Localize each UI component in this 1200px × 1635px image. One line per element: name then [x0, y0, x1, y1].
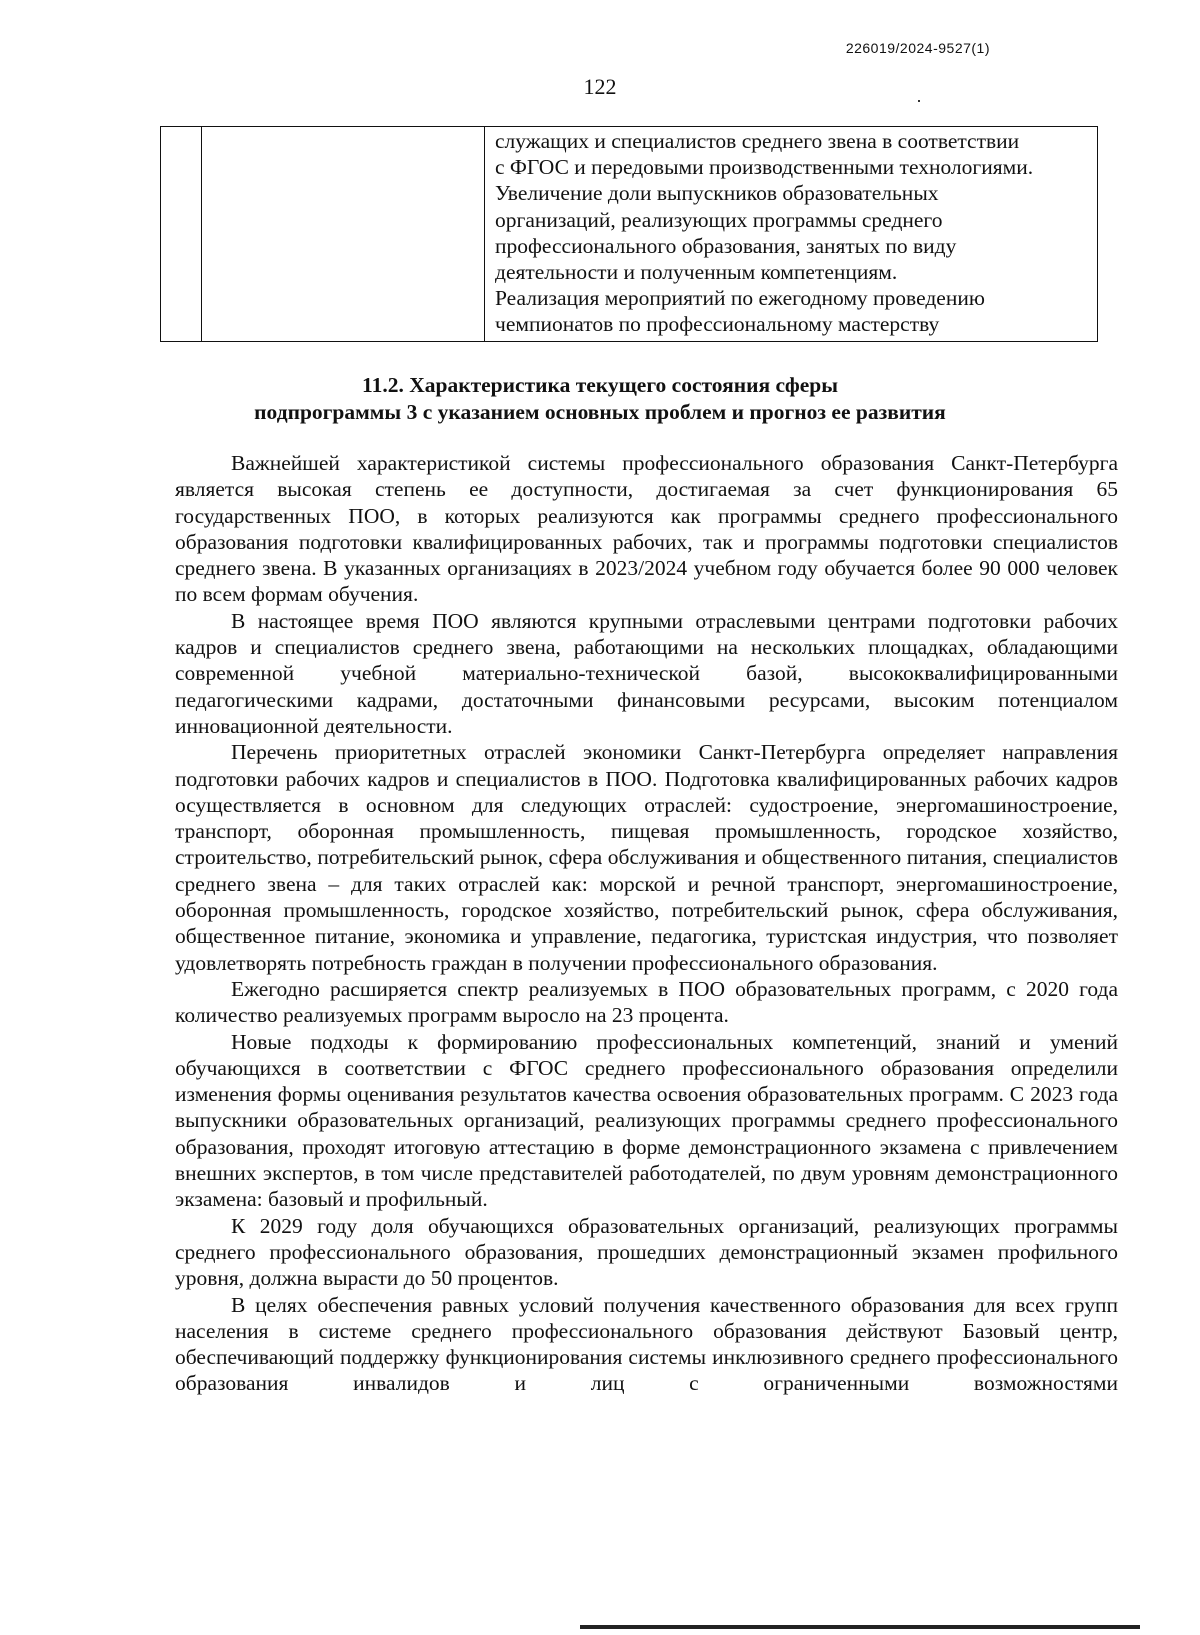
- scan-speck: [918, 100, 920, 102]
- table-line: с ФГОС и передовыми производственными технологиями.: [495, 155, 1034, 180]
- table-line: служащих и специалистов среднего звена в соответствии: [495, 129, 1020, 153]
- paragraph: К 2029 году доля обучающихся образовательных организаций, реализующих программы среднего профессионального образования, прошедших демонстрационный экзамен профильного уровня, должна вырасти до 50 процентов.: [175, 1213, 1118, 1291]
- paragraph: Перечень приоритетных отраслей экономики Санкт-Петербурга определяет направления подготовки рабочих кадров и специалистов в ПОО. Подготовка квалифицированных рабочих кадров осуществляется в основном для следующих отраслей: судостроение, энергомашиностроение, транспорт, оборонная промышленность, пищевая промышленность, городское хозяйство, строительство, потребительский рынок, сфера обслуживания и общественного питания, специалистов среднего звена – для таких отраслей как: морской и речной транспорт, энергомашиностроение, оборонная промышленность, городское хозяйство, потребительский рынок, сфера обслуживания, общественное питание, экономика и управление, педагогика, туристская индустрия, что позволяет удовлетворять потребность граждан в получении профессионального образования.: [175, 740, 1118, 975]
- table-line: профессионального образования, занятых по виду: [495, 233, 957, 258]
- page-number: 122: [583, 74, 617, 99]
- document-number: 226019/2024-9527(1): [845, 40, 990, 56]
- section-title-line: 11.2. Характеристика текущего состояния сферы: [362, 373, 838, 397]
- paragraph: В целях обеспечения равных условий получения качественного образования для всех групп населения в системе среднего профессионального образования действуют Базовый центр, обеспечивающий поддержку функционирования системы инклюзивного среднего профессионального образования инвалидов и лиц с ограниченными возможностями: [175, 1292, 1118, 1396]
- table-line: чемпионатов по профессиональному мастерству: [495, 312, 940, 337]
- section-heading: [0, 372, 1200, 426]
- scan-edge-line: [580, 1625, 1140, 1629]
- body-text: [175, 450, 1118, 1397]
- paragraph: Ежегодно расширяется спектр реализуемых в ПОО образовательных программ, с 2020 года количество реализуемых программ выросло на 23 процента.: [175, 976, 1118, 1028]
- table-line: Увеличение доли выпускников образовательных: [495, 181, 939, 206]
- table-row: [161, 127, 1098, 342]
- table-cell-content: [485, 127, 1098, 342]
- table-line: организаций, реализующих программы среднего: [495, 207, 943, 232]
- paragraph: В настоящее время ПОО являются крупными отраслевыми центрами подготовки рабочих кадров и специалистов среднего звена, работающими на нескольких площадках, обладающими современной учебной материально-технической базой, высококвалифицированными педагогическими кадрами, достаточными финансовыми ресурсами, высоким потенциалом инновационной деятельности.: [175, 608, 1118, 738]
- section-title-line: подпрограммы 3 с указанием основных проблем и прогноз ее развития: [254, 400, 946, 424]
- table-line: Реализация мероприятий по ежегодному проведению: [495, 286, 985, 311]
- table-cell-number: [161, 127, 202, 342]
- paragraph: Новые подходы к формированию профессиональных компетенций, знаний и умений обучающихся в соответствии с ФГОС среднего профессионального образования определили изменения формы оценивания результатов качества освоения образовательных программ. С 2023 года выпускники образовательных организаций, реализующих программы среднего профессионального образования, проходят итоговую аттестацию в форме демонстрационного экзамена с привлечением внешних экспертов, в том числе представителей работодателей, по двум уровням демонстрационного экзамена: базовый и профильный.: [175, 1029, 1118, 1212]
- table-cell-name: [202, 127, 485, 342]
- table-line: деятельности и полученным компетенциям.: [495, 260, 898, 285]
- paragraph: Важнейшей характеристикой системы профессионального образования Санкт-Петербурга является высокая степень ее доступности, достигаемая за счет функционирования 65 государственных ПОО, в которых реализуются как программы среднего профессионального образования подготовки квалифицированных рабочих, так и программы подготовки специалистов среднего звена. В указанных организациях в 2023/2024 учебном году обучается более 90 000 человек по всем формам обучения.: [175, 451, 1118, 607]
- continuation-table: [160, 126, 1098, 342]
